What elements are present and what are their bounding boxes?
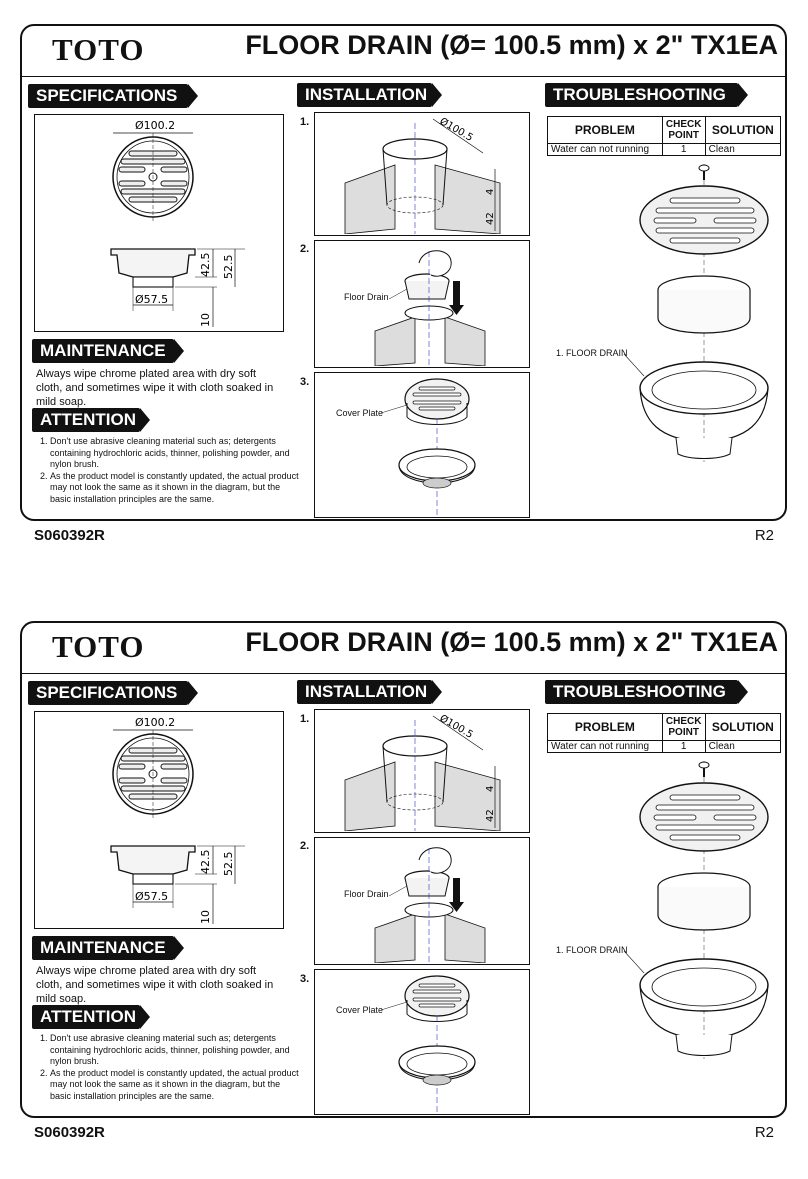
solution-cell: Clean xyxy=(705,741,780,753)
page-title: FLOOR DRAIN (Ø= 100.5 mm) x 2" TX1EA xyxy=(245,627,778,657)
column-header-problem: PROBLEM xyxy=(548,714,663,741)
attention-header: ATTENTION xyxy=(32,1005,140,1029)
revision-label: R2 xyxy=(754,527,774,544)
check-point-cell: 1 xyxy=(662,741,705,753)
attention-item: 2. As the product model is constantly updated, the actual product may not look the same as it shown in the diagram, but the basic installation principles are the same. xyxy=(50,1068,300,1103)
specifications-diagram xyxy=(34,114,284,332)
check-point-cell: 1 xyxy=(662,144,705,156)
spec-top-diameter: Ø100.2 xyxy=(135,716,176,729)
install-step-3-diagram xyxy=(314,372,530,518)
specifications-header: SPECIFICATIONS xyxy=(28,84,188,108)
install-dim-a: 4 xyxy=(485,188,496,195)
spec-bottom-diameter: Ø57.5 xyxy=(135,890,169,903)
attention-list xyxy=(36,1033,300,1103)
troubleshooting-table xyxy=(547,116,781,156)
maintenance-text: Always wipe chrome plated area with dry soft cloth, and sometimes wipe it with cloth soaked in mild soap. xyxy=(36,368,274,408)
table-header-row xyxy=(548,714,781,741)
spec-height-2: 52.5 xyxy=(222,851,235,876)
install-step-2-diagram xyxy=(314,837,530,965)
sheet-top xyxy=(0,0,808,582)
exploded-drain-diagram xyxy=(620,759,780,1059)
step-2-number: 2. xyxy=(300,243,310,255)
specifications-header: SPECIFICATIONS xyxy=(28,681,188,705)
revision-label: R2 xyxy=(754,1124,774,1141)
install-step-3-diagram xyxy=(314,969,530,1115)
install-diameter: Ø100.5 xyxy=(437,713,475,741)
specifications-diagram xyxy=(34,711,284,929)
floor-drain-part-label: 1. FLOOR DRAIN xyxy=(556,945,628,955)
troubleshooting-table xyxy=(547,713,781,753)
header-divider xyxy=(20,76,787,77)
floor-drain-callout: Floor Drain xyxy=(344,889,389,899)
attention-header: ATTENTION xyxy=(32,408,140,432)
floor-drain-part-label: 1. FLOOR DRAIN xyxy=(556,348,628,358)
document-code: S060392R xyxy=(34,1124,105,1141)
problem-cell: Water can not running xyxy=(548,741,663,753)
floor-drain-callout: Floor Drain xyxy=(344,292,389,302)
install-diameter: Ø100.5 xyxy=(437,116,475,144)
attention-item: 2. As the product model is constantly updated, the actual product may not look the same as it shown in the diagram, but the basic installation principles are the same. xyxy=(50,471,300,506)
installation-header: INSTALLATION xyxy=(297,83,432,107)
install-step-2-diagram xyxy=(314,240,530,368)
spec-bottom-diameter: Ø57.5 xyxy=(135,293,169,306)
spec-height-1: 42.5 xyxy=(199,849,212,874)
column-header-check-point: CHECK POINT xyxy=(662,714,705,741)
column-header-check-point: CHECK POINT xyxy=(662,117,705,144)
install-dim-b: 42 xyxy=(485,212,496,225)
table-row xyxy=(548,144,781,156)
spec-top-diameter: Ø100.2 xyxy=(135,119,176,132)
column-header-solution: SOLUTION xyxy=(705,117,780,144)
problem-cell: Water can not running xyxy=(548,144,663,156)
step-1-number: 1. xyxy=(300,713,310,725)
step-3-number: 3. xyxy=(300,973,310,985)
install-step-1-diagram xyxy=(314,112,530,236)
table-header-row xyxy=(548,117,781,144)
column-header-solution: SOLUTION xyxy=(705,714,780,741)
solution-cell: Clean xyxy=(705,144,780,156)
installation-header: INSTALLATION xyxy=(297,680,432,704)
brand-logo: TOTO xyxy=(52,629,145,664)
spec-height-3: 10 xyxy=(199,910,212,924)
maintenance-header: MAINTENANCE xyxy=(32,936,174,960)
install-dim-a: 4 xyxy=(485,785,496,792)
attention-item: 1. Don't use abrasive cleaning material such as; detergents containing hydrochloric acids, thinner, polishing powder, and nylon brush. xyxy=(50,436,300,471)
install-dim-b: 42 xyxy=(485,809,496,822)
page-title: FLOOR DRAIN (Ø= 100.5 mm) x 2" TX1EA xyxy=(245,30,778,60)
step-2-number: 2. xyxy=(300,840,310,852)
cover-plate-callout: Cover Plate xyxy=(336,408,384,418)
install-step-1-diagram xyxy=(314,709,530,833)
maintenance-header: MAINTENANCE xyxy=(32,339,174,363)
spec-height-3: 10 xyxy=(199,313,212,327)
header-divider xyxy=(20,673,787,674)
attention-list xyxy=(36,436,300,506)
sheet-bottom xyxy=(0,597,808,1179)
attention-item: 1. Don't use abrasive cleaning material such as; detergents containing hydrochloric acids, thinner, polishing powder, and nylon brush. xyxy=(50,1033,300,1068)
troubleshooting-header: TROUBLESHOOTING xyxy=(545,680,738,704)
troubleshooting-header: TROUBLESHOOTING xyxy=(545,83,738,107)
brand-logo: TOTO xyxy=(52,32,145,67)
column-header-problem: PROBLEM xyxy=(548,117,663,144)
step-3-number: 3. xyxy=(300,376,310,388)
cover-plate-callout: Cover Plate xyxy=(336,1005,384,1015)
exploded-drain-diagram xyxy=(620,162,780,462)
step-1-number: 1. xyxy=(300,116,310,128)
document-code: S060392R xyxy=(34,527,105,544)
table-row xyxy=(548,741,781,753)
spec-height-2: 52.5 xyxy=(222,254,235,279)
maintenance-text: Always wipe chrome plated area with dry soft cloth, and sometimes wipe it with cloth soaked in mild soap. xyxy=(36,965,274,1005)
spec-height-1: 42.5 xyxy=(199,252,212,277)
